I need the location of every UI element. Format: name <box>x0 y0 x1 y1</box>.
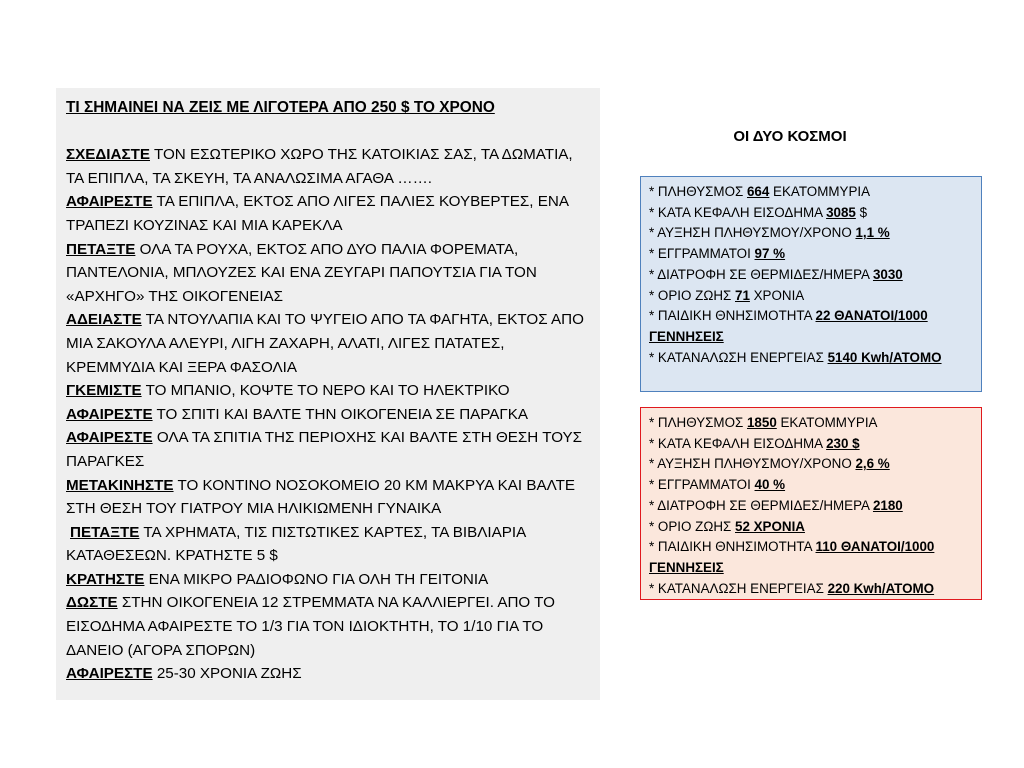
instructions-title: ΤΙ ΣΗΜΑΙΝΕΙ ΝΑ ΖΕΙΣ ΜΕ ΛΙΓΟΤΕΡΑ ΑΠΟ 250 $ ΤΟ ΧΡΟΝΟ <box>66 99 495 116</box>
stat-label: * ΠΛΗΘΥΣΜΟΣ <box>649 415 747 430</box>
instruction-keyword: ΜΕΤΑΚΙΝΗΣΤΕ <box>66 476 174 494</box>
stat-label: * ΕΓΓΡΑΜΜΑΤΟΙ <box>649 477 755 493</box>
instruction-keyword: ΔΩΣΤΕ <box>66 594 118 612</box>
instruction-keyword: ΑΦΑΙΡΕΣΤΕ <box>66 665 153 683</box>
instruction-item <box>66 521 590 568</box>
stat-value: 97 % <box>754 246 786 262</box>
stat-line <box>649 496 973 517</box>
stat-line <box>649 434 973 455</box>
worlds-title: ΟΙ ΔΥΟ ΚΟΣΜΟΙ <box>733 128 847 145</box>
stat-line <box>649 454 973 475</box>
instruction-item <box>66 190 590 237</box>
stat-line <box>649 537 973 578</box>
instruction-keyword: ΠΕΤΑΞΤΕ <box>70 523 140 541</box>
instruction-text: ΕΝΑ ΜΙΚΡΟ ΡΑΔΙΟΦΩΝΟ ΓΙΑ ΟΛΗ ΤΗ ΓΕΙΤΟΝΙΑ <box>144 570 489 588</box>
stat-value: 230 $ <box>826 435 860 451</box>
poor-world-stats-box <box>640 407 982 600</box>
instructions-panel <box>56 88 600 700</box>
stat-label: * ΔΙΑΤΡΟΦΗ ΣΕ ΘΕΡΜΙΔΕΣ/ΗΜΕΡΑ <box>649 266 873 282</box>
stat-line <box>649 517 973 538</box>
stat-line <box>649 182 973 203</box>
stat-value: 52 ΧΡΟΝΙΑ <box>735 518 805 534</box>
stat-line <box>649 223 973 244</box>
instruction-text: 25-30 ΧΡΟΝΙΑ ΖΩΗΣ <box>152 665 302 683</box>
stat-value: 22 ΘΑΝΑΤΟΙ/1000 ΓΕΝΝΗΣΕΙΣ <box>649 308 928 344</box>
stat-line <box>649 413 973 434</box>
stat-label: * ΚΑΤΑ ΚΕΦΑΛΗ ΕΙΣΟΔΗΜΑ <box>649 204 827 220</box>
stat-label: * ΑΥΞΗΣΗ ΠΛΗΘΥΣΜΟΥ/ΧΡΟΝΟ <box>649 225 856 241</box>
instruction-item <box>66 379 590 403</box>
stat-label: * ΚΑΤΑ ΚΕΦΑΛΗ ΕΙΣΟΔΗΜΑ <box>649 435 827 451</box>
instruction-item <box>66 662 590 686</box>
stat-line <box>649 203 973 224</box>
stat-label: * ΟΡΙΟ ΖΩΗΣ <box>649 518 735 534</box>
stat-value: 40 % <box>754 477 786 493</box>
stat-line <box>649 579 973 600</box>
stat-value: 71 <box>735 287 750 303</box>
instruction-item <box>66 143 590 190</box>
rich-world-stats-box <box>640 176 982 392</box>
stat-value: 110 ΘΑΝΑΤΟΙ/1000 ΓΕΝΝΗΣΕΙΣ <box>649 539 935 575</box>
instruction-item <box>66 591 590 662</box>
stat-value: 3030 <box>872 266 903 282</box>
stat-label: * ΑΥΞΗΣΗ ΠΛΗΘΥΣΜΟΥ/ΧΡΟΝΟ <box>649 456 856 472</box>
instruction-text: ΤΑ ΕΠΙΠΛΑ, ΕΚΤΟΣ ΑΠΟ ΛΙΓΕΣ ΠΑΛΙΕΣ ΚΟΥΒΕΡΤΕΣ, ΕΝΑ ΤΡΑΠΕΖΙ ΚΟΥΖΙΝΑΣ ΚΑΙ ΜΙΑ ΚΑΡΕΚΛΑ <box>66 193 569 234</box>
stat-line <box>649 348 973 369</box>
stat-value: 2,6 % <box>855 456 890 472</box>
instruction-item <box>66 568 590 592</box>
instruction-text: ΤΑ ΧΡΗΜΑΤΑ, ΤΙΣ ΠΙΣΤΩΤΙΚΕΣ ΚΑΡΤΕΣ, ΤΑ ΒΙΒΛΙΑΡΙΑ ΚΑΤΑΘΕΣΕΩΝ. ΚΡΑΤΗΣΤΕ 5 $ <box>66 523 526 565</box>
stat-label: * ΚΑΤΑΝΑΛΩΣΗ ΕΝΕΡΓΕΙΑΣ <box>649 349 828 365</box>
instruction-text: ΟΛΑ ΤΑ ΡΟΥΧΑ, ΕΚΤΟΣ ΑΠΟ ΔΥΟ ΠΑΛΙΑ ΦΟΡΕΜΑΤΑ, ΠΑΝΤΕΛΟΝΙΑ, ΜΠΛΟΥΖΕΣ ΚΑΙ ΕΝΑ ΖΕΥΓΑΡΙ ΠΑΠΟΥΤΣΙΑ ΓΙΑ ΤΟΝ «ΑΡΧΗΓΟ» ΤΗΣ ΟΙΚΟΓΕΝΕΙΑΣ <box>66 240 537 305</box>
stat-label: * ΠΛΗΘΥΣΜΟΣ <box>649 184 747 199</box>
instruction-item <box>66 238 590 309</box>
stat-label: * ΠΑΙΔΙΚΗ ΘΝΗΣΙΜΟΤΗΤΑ <box>649 308 816 324</box>
instruction-text: ΣΤΗΝ ΟΙΚΟΓΕΝΕΙΑ 12 ΣΤΡΕΜΜΑΤΑ ΝΑ ΚΑΛΛΙΕΡΓΕΙ. ΑΠΟ ΤΟ ΕΙΣΟΔΗΜΑ ΑΦΑΙΡΕΣΤΕ ΤΟ 1/3 ΓΙΑ ΤΟΝ ΙΔΙΟΚΤΗΤΗ, ΤΟ 1/10 ΓΙΑ ΤΟ ΔΑΝΕΙΟ (ΑΓΟΡΑ ΣΠΟΡΩΝ) <box>66 594 555 659</box>
instruction-keyword: ΠΕΤΑΞΤΕ <box>66 240 136 258</box>
stat-suffix: ΧΡΟΝΙΑ <box>749 287 805 303</box>
stat-label: * ΕΓΓΡΑΜΜΑΤΟΙ <box>649 246 755 262</box>
instruction-keyword: ΣΧΕΔΙΑΣΤΕ <box>66 146 150 164</box>
instruction-text: ΤΟ ΚΟΝΤΙΝΟ ΝΟΣΟΚΟΜΕΙΟ 20 ΚΜ ΜΑΚΡΥΑ ΚΑΙ ΒΑΛΤΕ ΣΤΗ ΘΕΣΗ ΤΟΥ ΓΙΑΤΡΟΥ ΜΙΑ ΗΛΙΚΙΩΜΕΝΗ ΓΥΝΑΙΚΑ <box>66 476 576 518</box>
instruction-text: ΤΟΝ ΕΣΩΤΕΡΙΚΟ ΧΩΡΟ ΤΗΣ ΚΑΤΟΙΚΙΑΣ ΣΑΣ, ΤΑ ΔΩΜΑΤΙΑ, ΤΑ ΕΠΙΠΛΑ, ΤΑ ΣΚΕΥΗ, ΤΑ ΑΝΑΛΩΣΙΜΑ ΑΓΑΘΑ ……. <box>66 146 573 187</box>
stat-value: 5140 Kwh/ΑΤΟΜΟ <box>827 349 942 365</box>
instruction-item <box>66 426 590 473</box>
stat-line <box>649 286 973 307</box>
stat-value: 220 Kwh/ΑΤΟΜΟ <box>827 580 935 596</box>
stat-label: * ΠΑΙΔΙΚΗ ΘΝΗΣΙΜΟΤΗΤΑ <box>649 539 816 555</box>
stat-value: 664 <box>746 184 770 199</box>
instruction-text: ΤΑ ΝΤΟΥΛΑΠΙΑ ΚΑΙ ΤΟ ΨΥΓΕΙΟ ΑΠΟ ΤΑ ΦΑΓΗΤΑ, ΕΚΤΟΣ ΑΠΟ ΜΙΑ ΣΑΚΟΥΛΑ ΑΛΕΥΡΙ, ΛΙΓΗ ΖΑΧΑΡΗ, ΑΛΑΤΙ, ΛΙΓΕΣ ΠΑΤΑΤΕΣ, ΚΡΕΜΜΥΔΙΑ ΚΑΙ ΞΕΡΑ ΦΑΣΟΛΙΑ <box>66 311 584 376</box>
instruction-keyword: ΑΦΑΙΡΕΣΤΕ <box>66 193 153 211</box>
stat-value: 1,1 % <box>855 225 890 241</box>
stat-line <box>649 265 973 286</box>
stat-suffix: ΕΚΑΤΟΜΜΥΡΙΑ <box>776 415 878 430</box>
stat-value: 1850 <box>746 415 777 430</box>
stat-line <box>649 475 973 496</box>
instruction-item <box>66 308 590 379</box>
stat-value: 3085 <box>826 204 856 220</box>
stat-suffix: ΕΚΑΤΟΜΜΥΡΙΑ <box>769 184 871 199</box>
instruction-keyword: ΓΚΕΜΙΣΤΕ <box>66 382 142 400</box>
instruction-item <box>66 474 590 521</box>
instruction-text: ΤΟ ΣΠΙΤΙ ΚΑΙ ΒΑΛΤΕ ΤΗΝ ΟΙΚΟΓΕΝΕΙΑ ΣΕ ΠΑΡΑΓΚΑ <box>152 405 529 423</box>
stat-label: * ΚΑΤΑΝΑΛΩΣΗ ΕΝΕΡΓΕΙΑΣ <box>649 580 828 596</box>
stat-suffix: $ <box>855 204 868 220</box>
instruction-text: ΤΟ ΜΠΑΝΙΟ, ΚΟΨΤΕ ΤΟ ΝΕΡΟ ΚΑΙ ΤΟ ΗΛΕΚΤΡΙΚΟ <box>141 382 510 400</box>
stat-label: * ΔΙΑΤΡΟΦΗ ΣΕ ΘΕΡΜΙΔΕΣ/ΗΜΕΡΑ <box>649 497 873 513</box>
instruction-item <box>66 403 590 427</box>
instruction-keyword: ΑΦΑΙΡΕΣΤΕ <box>66 429 153 447</box>
stat-line <box>649 306 973 347</box>
instruction-keyword: ΑΦΑΙΡΕΣΤΕ <box>66 405 153 423</box>
stat-label: * ΟΡΙΟ ΖΩΗΣ <box>649 287 735 303</box>
instruction-text: ΟΛΑ ΤΑ ΣΠΙΤΙΑ ΤΗΣ ΠΕΡΙΟΧΗΣ ΚΑΙ ΒΑΛΤΕ ΣΤΗ ΘΕΣΗ ΤΟΥΣ ΠΑΡΑΓΚΕΣ <box>66 429 583 470</box>
instruction-keyword: ΚΡΑΤΗΣΤΕ <box>66 570 145 588</box>
instruction-keyword: ΑΔΕΙΑΣΤΕ <box>66 311 142 329</box>
stat-value: 2180 <box>872 497 903 513</box>
stat-line <box>649 244 973 265</box>
